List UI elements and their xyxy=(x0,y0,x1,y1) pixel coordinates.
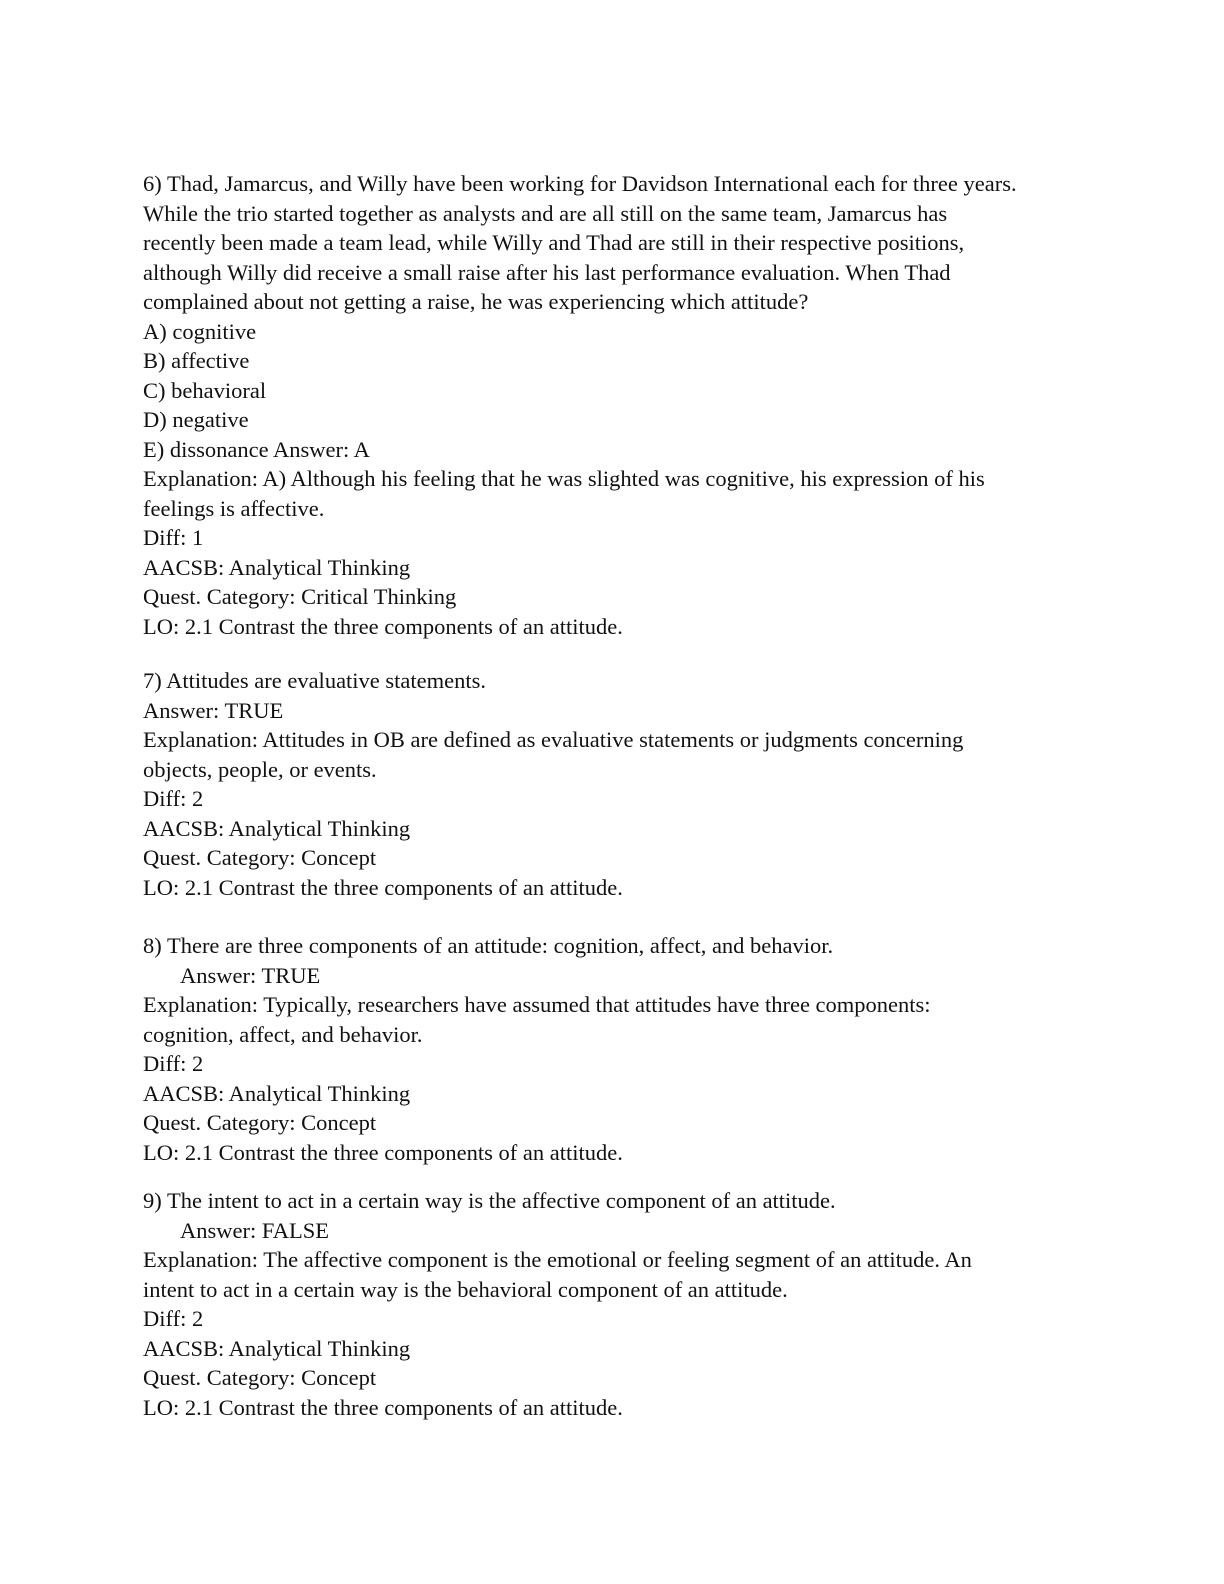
aacsb: AACSB: Analytical Thinking xyxy=(143,554,411,580)
stem-line: recently been made a team lead, while Willy and Thad are still in their respective positions, xyxy=(143,230,965,255)
stem: 7) Attitudes are evaluative statements. xyxy=(143,668,487,693)
answer: Answer: TRUE xyxy=(143,697,284,723)
question-8 xyxy=(143,931,1083,1167)
explanation: objects, people, or events. xyxy=(143,756,377,782)
explanation: Explanation: A) Although his feeling that he was slighted was cognitive, his expression of his xyxy=(143,466,985,491)
learning-objective: LO: 2.1 Contrast the three components of an attitude. xyxy=(143,1394,623,1420)
explanation: cognition, affect, and behavior. xyxy=(143,1021,423,1047)
difficulty: Diff: 2 xyxy=(143,1051,204,1076)
stem-line: complained about not getting a raise, he was experiencing which attitude? xyxy=(143,289,809,314)
difficulty: Diff: 1 xyxy=(143,525,204,550)
question-6 xyxy=(143,169,1083,641)
aacsb: AACSB: Analytical Thinking xyxy=(143,1335,411,1361)
question-7 xyxy=(143,666,1083,902)
stem: 8) There are three components of an attitude: cognition, affect, and behavior. xyxy=(143,933,834,958)
question-9 xyxy=(143,1186,1083,1422)
stem-line: While the trio started together as analysts and are all still on the same team, Jamarcus has xyxy=(143,200,948,226)
category: Quest. Category: Concept xyxy=(143,1365,377,1390)
explanation: feelings is affective. xyxy=(143,495,325,521)
option: E) dissonance Answer: A xyxy=(143,436,370,462)
explanation: Explanation: The affective component is the emotional or feeling segment of an attitude. An xyxy=(143,1247,972,1272)
option: C) behavioral xyxy=(143,377,267,403)
learning-objective: LO: 2.1 Contrast the three components of an attitude. xyxy=(143,613,623,639)
category: Quest. Category: Concept xyxy=(143,845,377,870)
aacsb: AACSB: Analytical Thinking xyxy=(143,815,411,841)
difficulty: Diff: 2 xyxy=(143,786,204,811)
option: B) affective xyxy=(143,348,250,373)
explanation: Explanation: Typically, researchers have assumed that attitudes have three components: xyxy=(143,992,931,1017)
answer: Answer: TRUE xyxy=(180,962,321,988)
aacsb: AACSB: Analytical Thinking xyxy=(143,1080,411,1106)
category: Quest. Category: Critical Thinking xyxy=(143,584,457,609)
explanation: Explanation: Attitudes in OB are defined as evaluative statements or judgments concerning xyxy=(143,727,964,752)
option: A) cognitive xyxy=(143,318,257,344)
stem: 9) The intent to act in a certain way is the affective component of an attitude. xyxy=(143,1188,836,1213)
difficulty: Diff: 2 xyxy=(143,1306,204,1331)
category: Quest. Category: Concept xyxy=(143,1110,377,1135)
stem-line: 6) Thad, Jamarcus, and Willy have been working for Davidson International each for three years. xyxy=(143,171,1017,196)
option: D) negative xyxy=(143,407,249,432)
explanation: intent to act in a certain way is the behavioral component of an attitude. xyxy=(143,1276,788,1302)
learning-objective: LO: 2.1 Contrast the three components of an attitude. xyxy=(143,874,623,900)
stem-line: although Willy did receive a small raise after his last performance evaluation. When Thad xyxy=(143,259,951,285)
answer: Answer: FALSE xyxy=(180,1217,329,1243)
learning-objective: LO: 2.1 Contrast the three components of an attitude. xyxy=(143,1139,623,1165)
